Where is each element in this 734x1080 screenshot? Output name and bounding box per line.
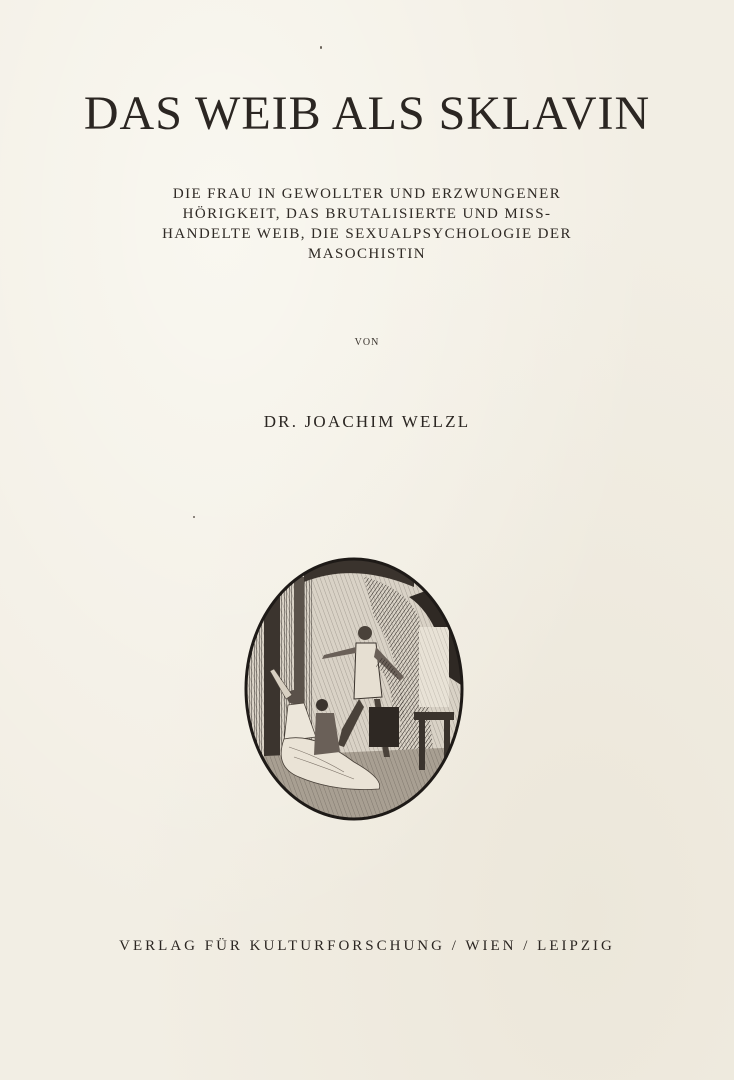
subtitle-line: HÖRIGKEIT, DAS BRUTALISIERTE UND MISS-: [182, 206, 552, 222]
paper-speck: [320, 46, 322, 49]
oval-engraving: [244, 557, 464, 822]
book-subtitle: [100, 184, 634, 264]
subtitle-line: DIE FRAU IN GEWOLLTER UND ERZWUNGENER: [172, 186, 562, 202]
by-label: VON: [354, 337, 380, 348]
subtitle-line: MASOCHISTIN: [308, 246, 426, 262]
publisher-line: VERLAG FÜR KULTURFORSCHUNG / WIEN / LEIPZIG: [119, 938, 615, 954]
paper-speck: [193, 516, 195, 518]
subtitle-line: HANDELTE WEIB, DIE SEXUALPSYCHOLOGIE DER: [162, 226, 572, 242]
book-title: DAS WEIB ALS SKLAVIN: [83, 87, 651, 140]
author-name: DR. JOACHIM WELZL: [263, 412, 471, 431]
